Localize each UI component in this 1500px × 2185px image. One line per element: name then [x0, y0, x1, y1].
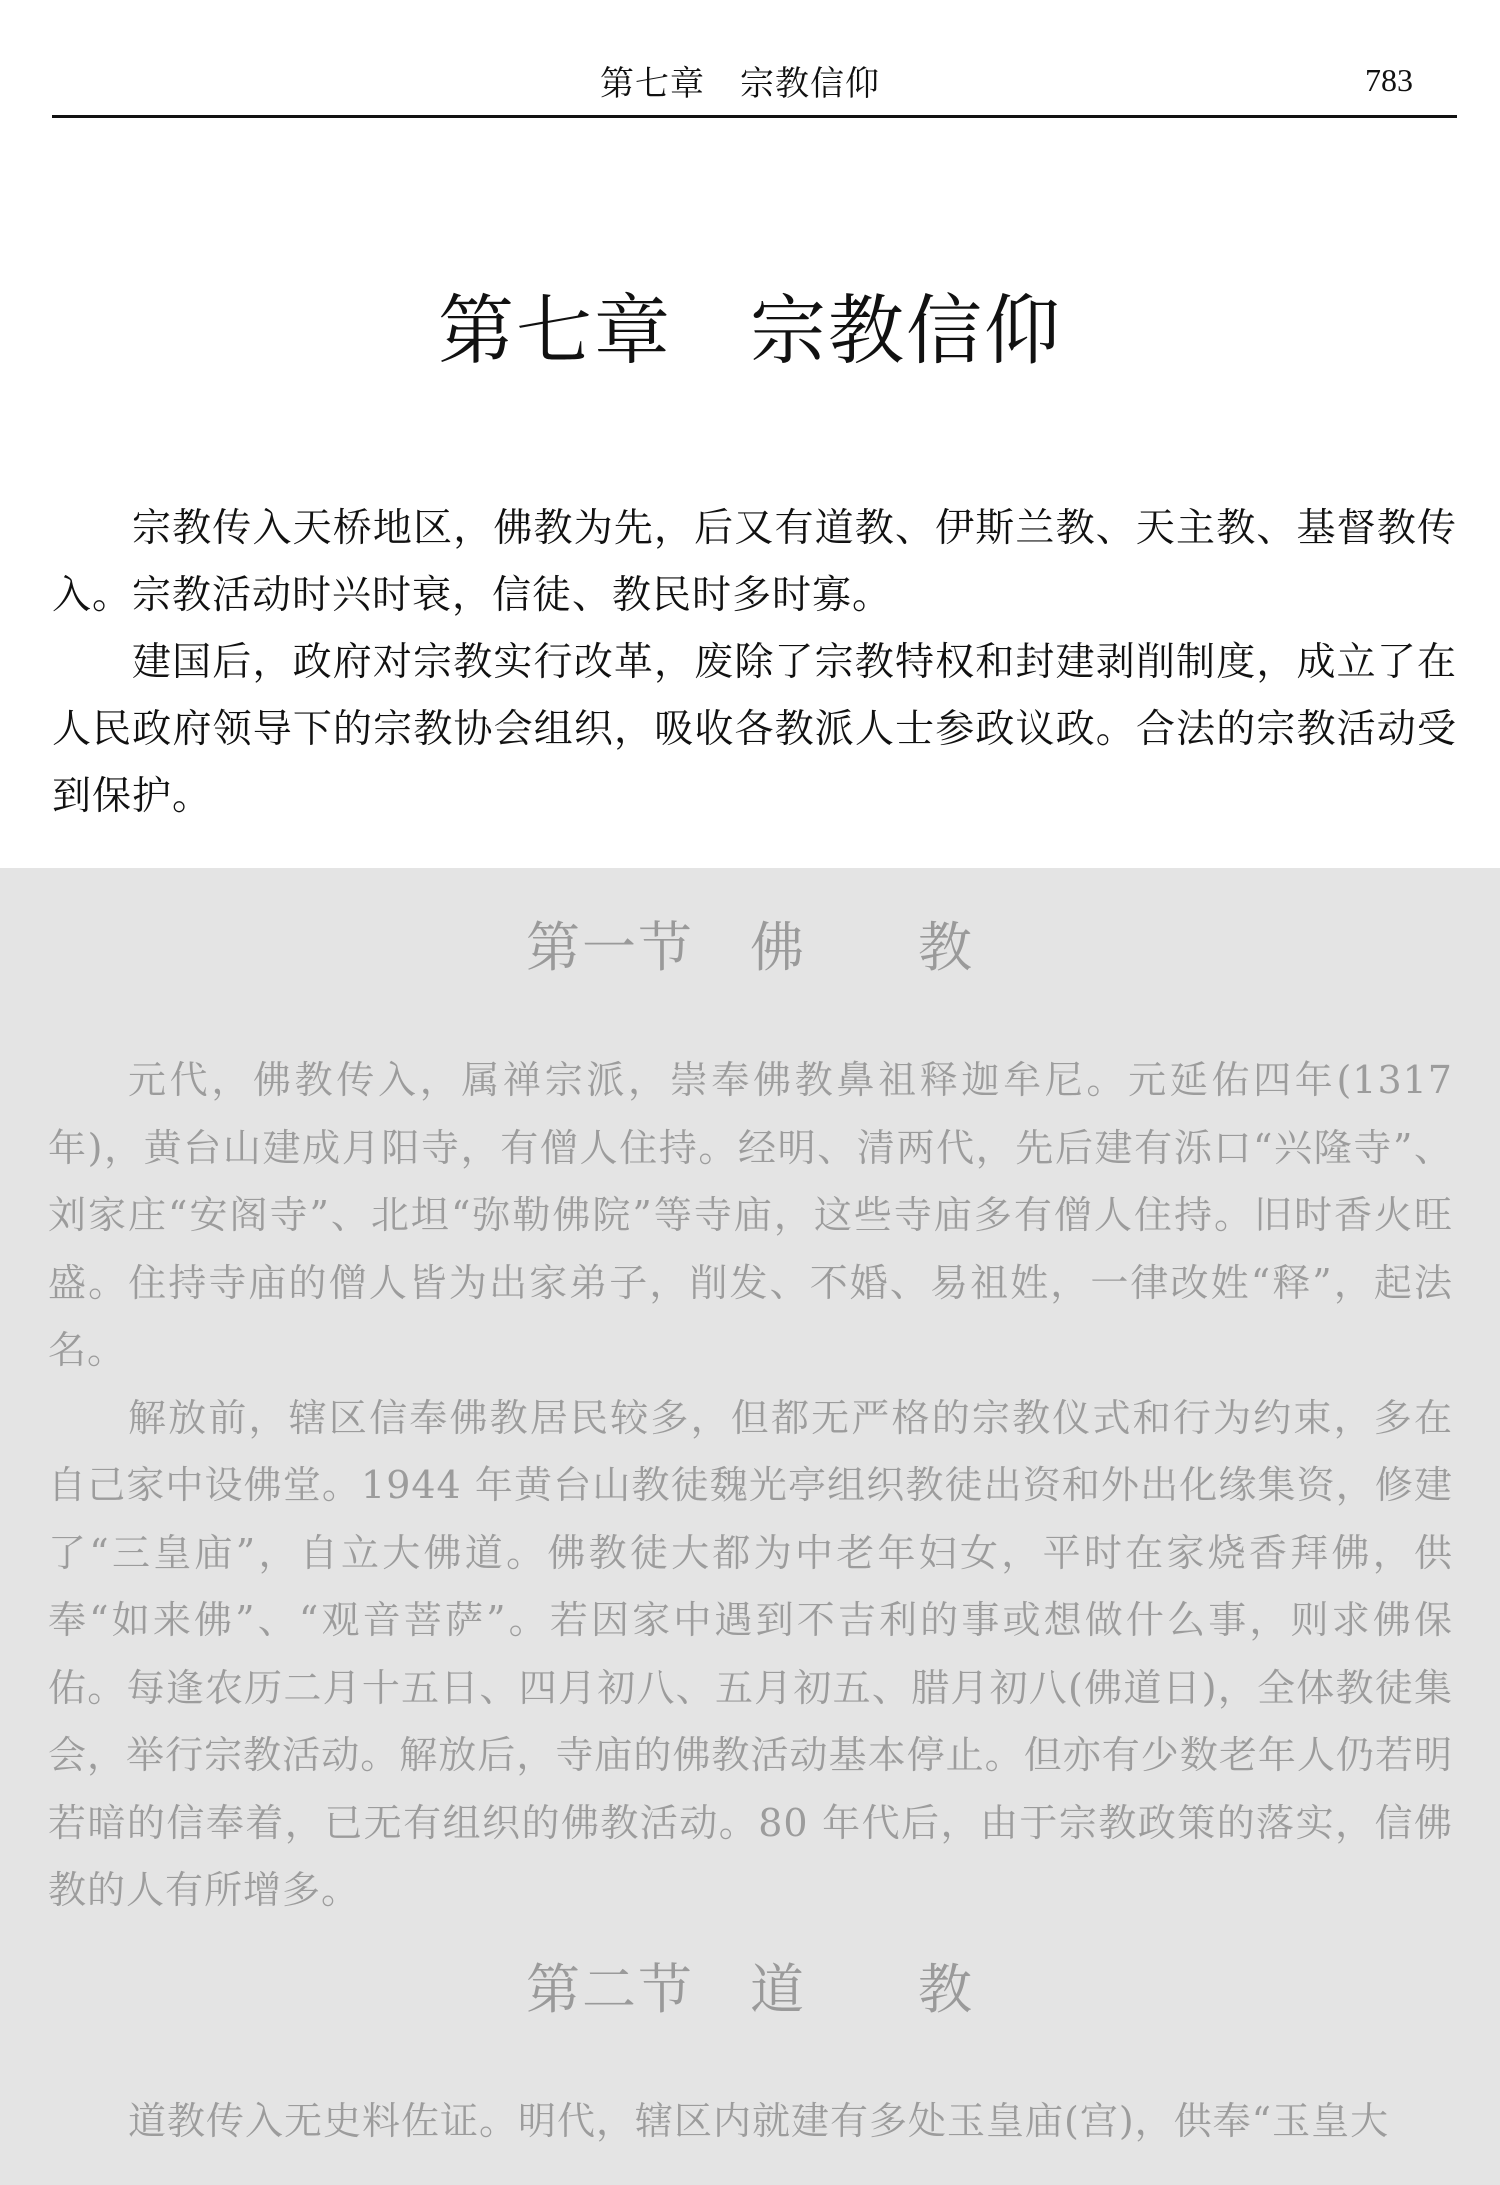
chapter-intro [52, 495, 1457, 830]
intro-paragraph: 建国后，政府对宗教实行改革，废除了宗教特权和封建剥削制度，成立了在人民政府领导下的宗教协会组织，吸收各教派人士参政议政。合法的宗教活动受到保护。 [52, 640, 1457, 819]
header-rule [52, 115, 1457, 118]
body-paragraph: 道教传入无史料佐证。明代，辖区内就建有多处玉皇庙(宫)，供奉“玉皇大 [128, 2099, 1390, 2143]
section-title-buddhism: 第一节 佛 教 [526, 916, 974, 979]
section-body-buddhism [48, 1047, 1453, 1925]
body-paragraph: 元代，佛教传入，属禅宗派，崇奉佛教鼻祖释迦牟尼。元延佑四年(1317年)，黄台山建成月阳寺，有僧人住持。经明、清两代，先后建有泺口“兴隆寺”、刘家庄“安阁寺”、北坦“弥勒佛院”等寺庙，这些寺庙多有僧人住持。旧时香火旺盛。住持寺庙的僧人皆为出家弟子，削发、不婚、易祖姓，一律改姓“释”，起法名。 [48, 1058, 1453, 1372]
chapter-title: 第七章 宗教信仰 [438, 286, 1062, 375]
page-number: 783 [1365, 62, 1413, 98]
section-title-taoism: 第二节 道 教 [526, 1958, 974, 2021]
intro-paragraph: 宗教传入天桥地区，佛教为先，后又有道教、伊斯兰教、天主教、基督教传入。宗教活动时兴时衰，信徒、教民时多时寡。 [52, 506, 1457, 618]
body-paragraph: 解放前，辖区信奉佛教居民较多，但都无严格的宗教仪式和行为约束，多在自己家中设佛堂。1944 年黄台山教徒魏光亭组织教徒出资和外出化缘集资，修建了“三皇庙”，自立大佛道。佛教徒大都为中老年妇女，平时在家烧香拜佛，供奉“如来佛”、“观音菩萨”。若因家中遇到不吉利的事或想做什么事，则求佛保佑。每逢农历二月十五日、四月初八、五月初五、腊月初八(佛道日)，全体教徒集会，举行宗教活动。解放后，寺庙的佛教活动基本停止。但亦有少数老年人仍若明若暗的信奉着，已无有组织的佛教活动。80 年代后，由于宗教政策的落实，信佛教的人有所增多。 [48, 1395, 1453, 1912]
running-header-title: 第七章 宗教信仰 [600, 64, 880, 104]
section-body-taoism [48, 2088, 1453, 2156]
